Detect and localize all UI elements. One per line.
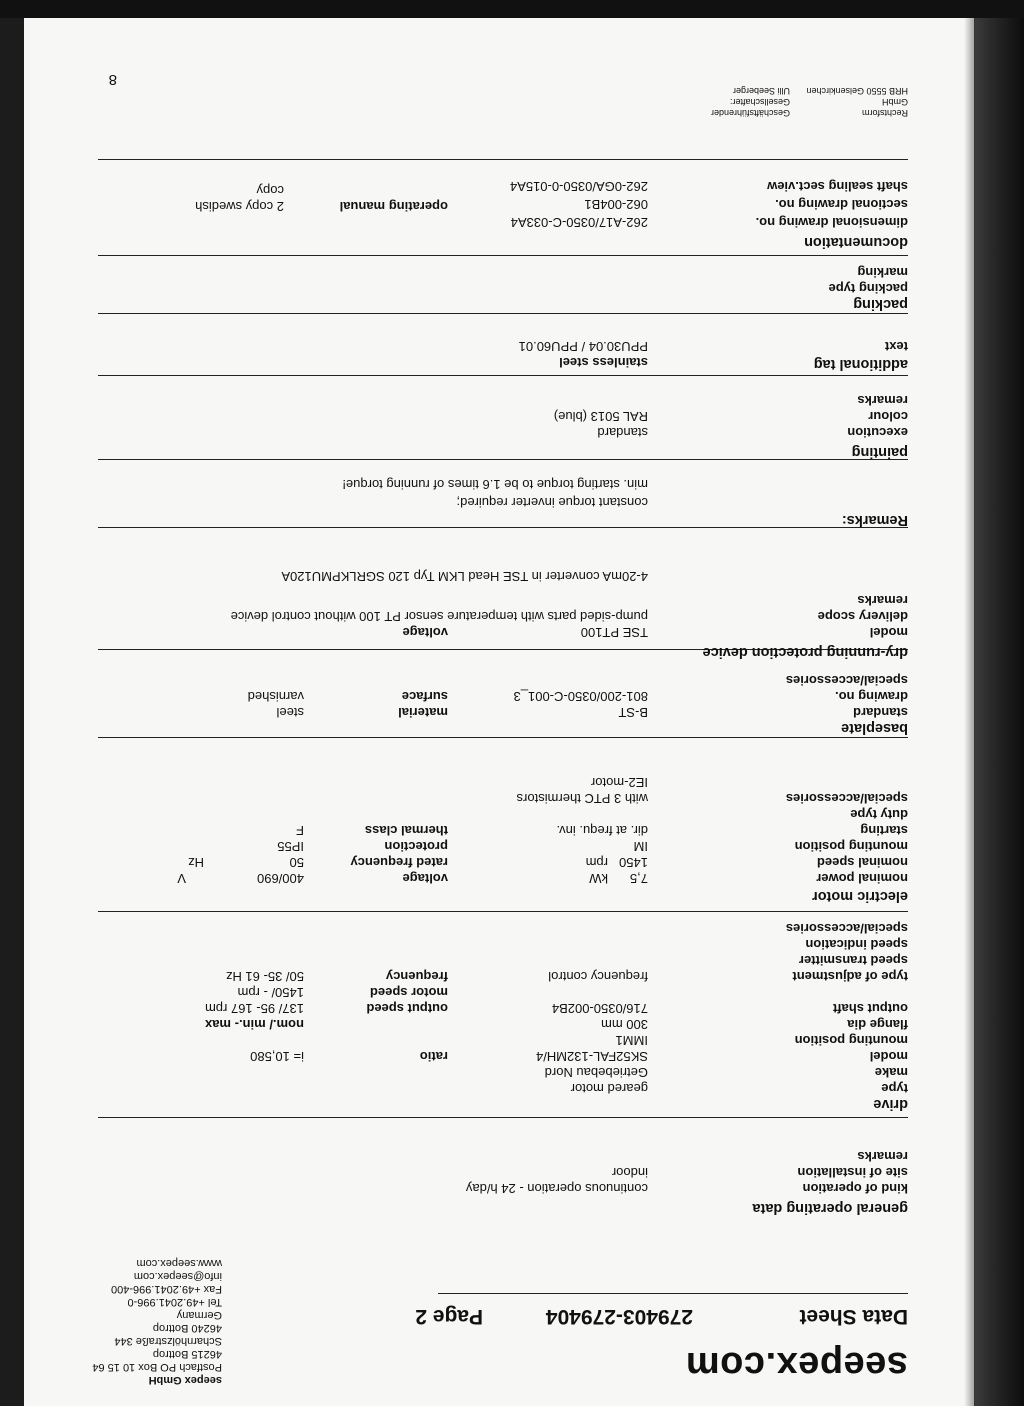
value-ratio: i= 10,580 bbox=[250, 1049, 304, 1064]
label-dry-remarks: remarks bbox=[857, 593, 908, 608]
address-line: Fax +49.2041.996-400 bbox=[110, 1283, 222, 1295]
value-operating-manual: 2 copy swedish bbox=[195, 199, 284, 214]
label-dry-voltage: voltage bbox=[402, 625, 448, 640]
value-model: SK52FAL-132MH/4 bbox=[535, 1049, 648, 1064]
footer-line: Gesellschafter: bbox=[729, 97, 790, 107]
value-frequency: 50/ 35- 61 Hz bbox=[225, 969, 304, 984]
brand-logo: seepex.com bbox=[685, 1344, 908, 1386]
label-drive-type: type bbox=[881, 1081, 908, 1096]
footer-managing-partner bbox=[711, 85, 790, 118]
label-colour: colour bbox=[868, 409, 908, 424]
label-site-of-installation: site of installation bbox=[797, 1165, 908, 1180]
value-delivery-scope: pump-sided parts with temperature sensor PT 100 without control device bbox=[230, 609, 648, 624]
section-baseplate: baseplate bbox=[841, 720, 908, 736]
section-divider bbox=[98, 375, 908, 376]
section-divider bbox=[98, 911, 908, 912]
value-make: Getriebebau Nord bbox=[544, 1065, 648, 1080]
address-line: info@seepex.com bbox=[133, 1270, 222, 1282]
value-material: steel bbox=[276, 705, 304, 720]
value-site-of-installation: indoor bbox=[611, 1165, 648, 1180]
label-output-speed: output speed bbox=[366, 1001, 448, 1016]
value-dry-remarks: 4-20mA converter in TSE Head LKM Typ 120 SGRLKPMU120A bbox=[281, 569, 648, 584]
footer-line: Ulli Seeberger bbox=[732, 86, 790, 96]
label-operating-manual: operating manual bbox=[339, 199, 448, 214]
label-dimensional-drawing: dimensional drawing no. bbox=[755, 215, 908, 230]
section-remarks: Remarks: bbox=[841, 512, 908, 528]
value-drive-mounting-position: IMM1 bbox=[615, 1033, 648, 1048]
value-dry-model: TSE PT100 bbox=[580, 625, 648, 640]
value-motor-special-2: IE2-motor bbox=[590, 775, 648, 790]
address-line: 46240 Bottrop bbox=[152, 1322, 222, 1334]
label-sectional-drawing: sectional drawing no. bbox=[775, 197, 908, 212]
label-flange-dia: flange dia bbox=[847, 1017, 908, 1032]
section-documentation: documentation bbox=[804, 234, 908, 250]
unit-nominal-speed: rpm bbox=[585, 855, 608, 870]
value-motor-voltage: 400/690 bbox=[257, 871, 304, 886]
label-dry-model: model bbox=[869, 625, 908, 640]
address-line: Germany bbox=[176, 1309, 222, 1321]
label-packing-type: packing type bbox=[828, 281, 908, 296]
label-surface: surface bbox=[401, 689, 448, 704]
value-output-speed: 137/ 95- 167 rpm bbox=[204, 1001, 304, 1016]
footer-line: GmbH bbox=[881, 97, 908, 107]
value-protection: IP55 bbox=[277, 839, 304, 854]
value-colour: RAL 5013 (blue) bbox=[553, 409, 648, 424]
value-rated-frequency: 50 bbox=[289, 855, 304, 870]
value-drive-type: geared motor bbox=[570, 1081, 648, 1096]
label-ratio: ratio bbox=[419, 1049, 448, 1064]
section-divider bbox=[98, 313, 908, 314]
value-sectional-drawing: 062-004B1 bbox=[584, 197, 648, 212]
section-painting: painting bbox=[851, 444, 908, 460]
section-electric-motor: electric motor bbox=[812, 888, 908, 904]
label-drive-mounting-position: mounting position bbox=[794, 1033, 908, 1048]
address-line: www.seepex.com bbox=[136, 1257, 222, 1269]
section-divider bbox=[98, 255, 908, 256]
address-line: Postfach PO Box 10 15 64 bbox=[92, 1361, 222, 1373]
label-make: make bbox=[874, 1065, 908, 1080]
address-line: Scharnhölzstraße 344 bbox=[114, 1335, 222, 1347]
document-title: Data Sheet bbox=[799, 1305, 908, 1328]
value-tag-text: PPU30.04 / PPU60.01 bbox=[518, 339, 648, 354]
value-type-of-adjustment: frequency control bbox=[548, 969, 648, 984]
value-drawing-no: 801-200/0350-C-001_3 bbox=[513, 689, 648, 704]
label-protection: protection bbox=[384, 839, 448, 854]
value-dimensional-drawing: 262-A17/0350-C-033A4 bbox=[510, 215, 648, 230]
value-copy: copy bbox=[256, 183, 284, 198]
remarks-line-1: constant torque inverter required; bbox=[456, 495, 648, 510]
value-tag-material: stainless steel bbox=[559, 355, 648, 370]
label-drive-special: special/accessories bbox=[785, 921, 908, 936]
value-motor-special-1: with 3 PTC thermistors bbox=[516, 791, 648, 806]
footer-line: HRB 5550 Gelsenkirchen bbox=[806, 86, 908, 96]
section-divider bbox=[98, 459, 908, 460]
value-flange-dia: 300 mm bbox=[601, 1017, 648, 1032]
section-packing: packing bbox=[853, 296, 908, 312]
label-frequency: frequency bbox=[385, 969, 448, 984]
label-drawing-no: drawing no. bbox=[835, 689, 908, 704]
label-standard: standard bbox=[853, 705, 908, 720]
scanner-shadow bbox=[964, 0, 1024, 1406]
label-marking: marking bbox=[857, 265, 908, 280]
value-shaft-sealing: 262-0GA/0350-0-015A4 bbox=[509, 179, 648, 194]
label-shaft-sealing: shaft sealing sect.view bbox=[767, 179, 908, 194]
label-thermal-class: thermal class bbox=[364, 823, 448, 838]
value-nominal-power: 7,5 bbox=[629, 871, 648, 886]
value-motor-mounting-position: IM bbox=[633, 839, 648, 854]
address-line: seepex GmbH bbox=[148, 1374, 222, 1386]
label-starting: starting bbox=[860, 823, 908, 838]
document-number: 279403-279404 bbox=[545, 1305, 693, 1328]
label-speed-indication: speed indication bbox=[805, 937, 908, 952]
label-baseplate-special: special/accessories bbox=[785, 673, 908, 688]
unit-rated-frequency: Hz bbox=[188, 855, 204, 870]
label-painting-remarks: remarks bbox=[857, 393, 908, 408]
unit-nominal-power: kW bbox=[589, 871, 608, 886]
title-row bbox=[118, 1298, 908, 1328]
label-nom-min-max: nom./ min.- max bbox=[205, 1017, 304, 1032]
label-nominal-power: nominal power bbox=[816, 871, 908, 886]
address-line: Tel +49.2041.996-0 bbox=[127, 1296, 222, 1308]
section-additional-tag: additional tag bbox=[813, 356, 908, 372]
label-motor-voltage: voltage bbox=[402, 871, 448, 886]
unit-motor-voltage: V bbox=[177, 871, 186, 886]
section-drive: drive bbox=[873, 1096, 908, 1112]
label-material: material bbox=[398, 705, 448, 720]
value-output-shaft: 716/0350-002B4 bbox=[551, 1001, 648, 1016]
footer-line: Rechtsform bbox=[861, 108, 908, 118]
label-general-remarks: remarks bbox=[857, 1149, 908, 1164]
label-nominal-speed: nominal speed bbox=[816, 855, 908, 870]
label-kind-of-operation: kind of operation bbox=[802, 1181, 908, 1196]
label-speed-transmitter: speed transmitter bbox=[798, 953, 908, 968]
section-divider bbox=[98, 159, 908, 160]
value-execution: standard bbox=[597, 425, 648, 440]
data-sheet-content bbox=[84, 14, 964, 1406]
section-general: general operating data bbox=[752, 1200, 908, 1216]
section-divider bbox=[98, 1117, 908, 1118]
label-type-of-adjustment: type of adjustment bbox=[792, 969, 908, 984]
label-delivery-scope: delivery scope bbox=[817, 609, 908, 624]
section-divider bbox=[98, 737, 908, 738]
value-kind-of-operation: continuous operation - 24 h/day bbox=[465, 1181, 648, 1196]
label-motor-speed: motor speed bbox=[369, 985, 448, 1000]
footer-line: Geschäftsführender bbox=[710, 108, 790, 118]
label-motor-special: special/accessories bbox=[785, 791, 908, 806]
value-thermal-class: F bbox=[296, 823, 304, 838]
label-motor-mounting-position: mounting position bbox=[794, 839, 908, 854]
label-duty-type: duty type bbox=[850, 807, 908, 822]
value-starting: dir. at frequ. inv. bbox=[556, 823, 648, 838]
value-standard: B-ST bbox=[618, 705, 648, 720]
title-divider bbox=[438, 1293, 908, 1294]
section-divider bbox=[98, 527, 908, 528]
label-tag-text: text bbox=[884, 339, 908, 354]
label-output-shaft: output shaft bbox=[832, 1001, 908, 1016]
remarks-line-2: min. starting torque to be 1.6 times of running torque! bbox=[342, 477, 648, 492]
value-nominal-speed: 1450 bbox=[619, 855, 648, 870]
footer-company-register bbox=[806, 85, 908, 118]
label-rated-frequency: rated frequency bbox=[350, 855, 448, 870]
page-label: Page 2 bbox=[415, 1305, 483, 1328]
section-dry-running: dry-running protection device bbox=[702, 644, 908, 660]
label-execution: execution bbox=[847, 425, 908, 440]
label-model: model bbox=[869, 1049, 908, 1064]
page-number: 8 bbox=[108, 71, 117, 88]
value-surface: varnished bbox=[247, 689, 304, 704]
address-line: 46215 Bottrop bbox=[152, 1348, 222, 1360]
value-motor-speed: 1450/ - rpm bbox=[237, 985, 304, 1000]
